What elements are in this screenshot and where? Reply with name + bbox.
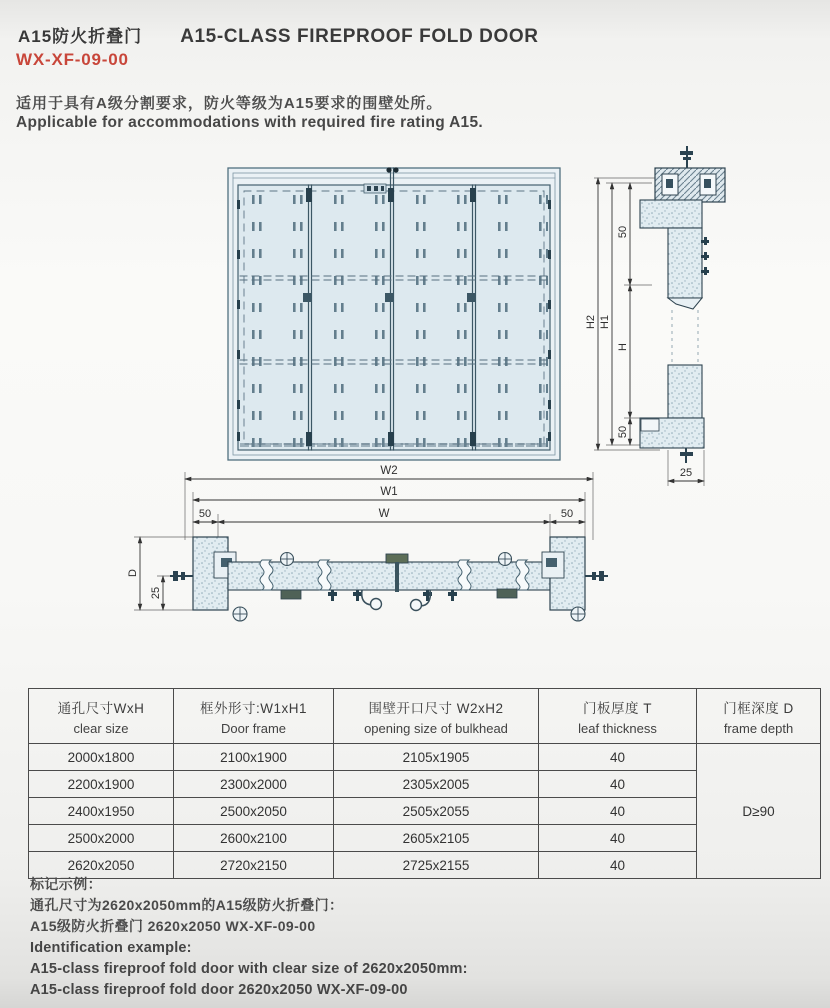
table-cell: 2620x2050	[29, 852, 174, 879]
table-cell: 2605x2105	[334, 825, 539, 852]
note-line-en-3: A15-class fireproof fold door 2620x2050 WX-XF-09-00	[30, 981, 408, 998]
table-cell: 40	[539, 798, 697, 825]
col-header-door-frame	[174, 689, 334, 744]
description-zh: 适用于具有A级分割要求，防火等级为A15要求的围壁处所。	[16, 95, 443, 112]
dim-label-d: D	[127, 569, 139, 577]
col-header-opening-size-zh: 围壁开口尺寸 W2xH2	[368, 700, 504, 716]
table-cell: 2100x1900	[174, 744, 334, 771]
col-header-frame-depth-zh: 门框深度 D	[723, 700, 794, 716]
col-header-leaf-thickness-en: leaf thickness	[578, 720, 657, 736]
technical-drawing	[0, 140, 830, 685]
table-cell: 2300x2000	[174, 771, 334, 798]
dim-label-h: H	[617, 343, 629, 351]
frame-depth-value-cell: D≥90	[697, 744, 821, 879]
dim-label-w2: W2	[380, 465, 398, 477]
dim-label-h1: H1	[599, 314, 611, 330]
table-cell: 2400x1950	[29, 798, 174, 825]
page-title-zh: A15防火折叠门	[18, 27, 143, 46]
spec-table	[28, 688, 821, 879]
front-view-drawing	[228, 167, 560, 460]
dim-label-50-right: 50	[560, 508, 574, 520]
table-cell: 2305x2005	[334, 771, 539, 798]
dim-label-50-left: 50	[198, 508, 212, 520]
table-header-row	[29, 689, 821, 744]
col-header-clear-size-zh: 通孔尺寸WxH	[57, 700, 145, 716]
table-cell: 2505x2055	[334, 798, 539, 825]
table-cell: 2105x1905	[334, 744, 539, 771]
note-line-en-2: A15-class fireproof fold door with clear size of 2620x2050mm:	[30, 961, 468, 978]
dim-label-h2: H2	[585, 314, 597, 330]
table-cell: 2000x1800	[29, 744, 174, 771]
dim-label-50-bottom: 50	[617, 425, 629, 439]
table-cell: 2720x2150	[174, 852, 334, 879]
col-header-door-frame-en: Door frame	[220, 720, 287, 736]
note-line-zh-2: 通孔尺寸为2620x2050mm的A15级防火折叠门：	[30, 896, 344, 913]
table-cell: 40	[539, 744, 697, 771]
page-header	[18, 22, 812, 48]
description-en: Applicable for accommodations with required fire rating A15.	[16, 114, 484, 131]
table-cell: 2500x2000	[29, 825, 174, 852]
identification-notes	[30, 874, 468, 1001]
horizontal-section-drawing	[127, 465, 608, 621]
col-header-clear-size	[29, 689, 174, 744]
col-header-clear-size-en: clear size	[73, 720, 129, 736]
note-line-en-1: Identification example:	[30, 940, 192, 957]
page-title-en: A15-CLASS FIREPROOF FOLD DOOR	[180, 26, 539, 47]
table-cell: 40	[539, 852, 697, 879]
col-header-door-frame-zh: 框外形寸:W1xH1	[199, 700, 307, 716]
note-line-zh-1: 标记示例：	[30, 876, 102, 892]
table-row	[29, 744, 821, 771]
note-line-zh-3: A15级防火折叠门 2620x2050 WX-XF-09-00	[30, 917, 316, 934]
table-cell: 40	[539, 825, 697, 852]
col-header-frame-depth-en: frame depth	[723, 720, 794, 736]
vertical-section-drawing	[585, 146, 725, 486]
dim-label-25-section: 25	[679, 467, 693, 479]
col-header-opening-size	[334, 689, 539, 744]
dim-label-w1: W1	[380, 486, 398, 498]
dim-label-w: W	[378, 508, 390, 520]
model-number: WX-XF-09-00	[16, 50, 129, 69]
col-header-leaf-thickness	[539, 689, 697, 744]
dim-label-25-plan: 25	[150, 586, 162, 600]
dim-label-50-top: 50	[617, 225, 629, 239]
table-cell: 40	[539, 771, 697, 798]
table-cell: 2200x1900	[29, 771, 174, 798]
table-cell: 2600x2100	[174, 825, 334, 852]
col-header-frame-depth	[697, 689, 821, 744]
table-cell: 2725x2155	[334, 852, 539, 879]
table-cell: 2500x2050	[174, 798, 334, 825]
col-header-leaf-thickness-zh: 门板厚度 T	[583, 700, 652, 716]
col-header-opening-size-en: opening size of bulkhead	[364, 720, 508, 736]
